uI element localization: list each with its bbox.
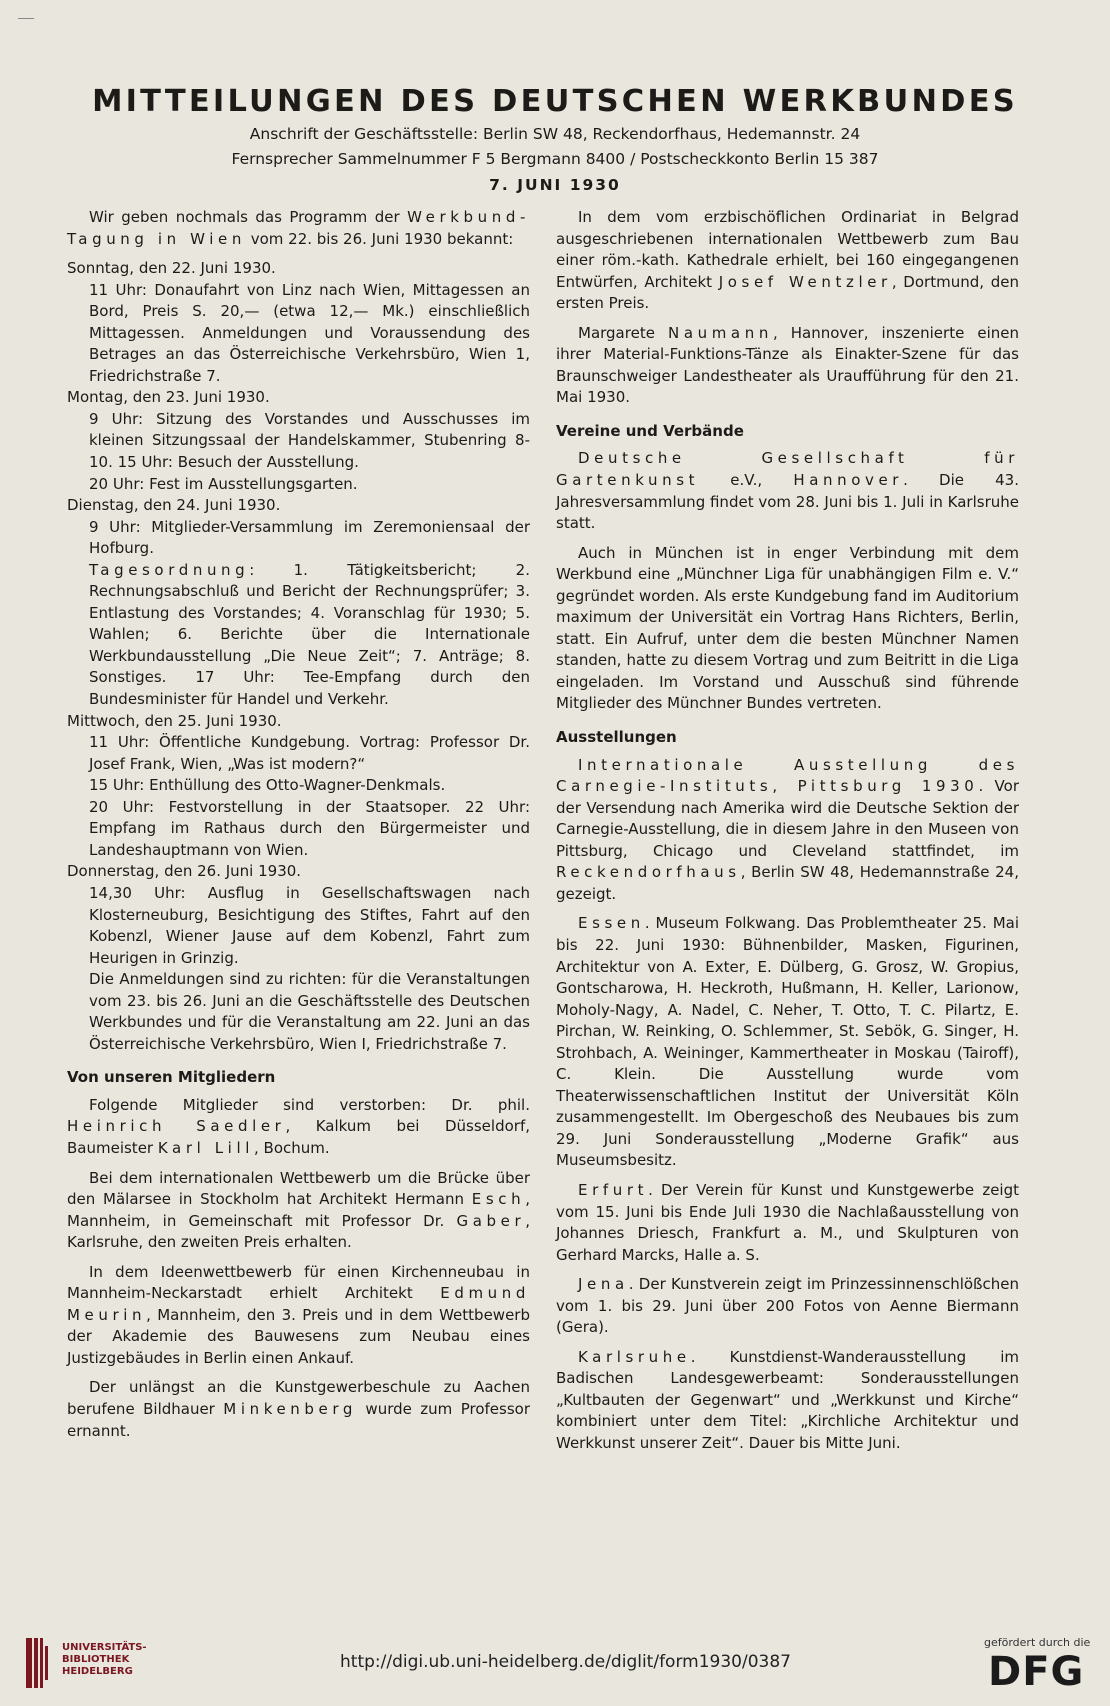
funding-note: gefördert durch die — [984, 1636, 1091, 1649]
day-heading: Montag, den 23. Juni 1930. — [67, 388, 270, 407]
right-column — [556, 207, 1019, 1463]
program-item: 14,30 Uhr: Ausflug in Gesellschaftswagen nach Klosterneuburg, Besichtigung des Stiftes, Fahrt auf den Kobenzl, Wiener Jause auf dem Kobenzl, Fahrt zum Heurigen in Grinzig. — [89, 883, 530, 967]
program-item: 9 Uhr: Sitzung des Vorstandes und Ausschusses im kleinen Sitzungssaal der Handelskammer, Stubenring 8-10. 15 Uhr: Besuch der Ausstellung. — [89, 409, 530, 472]
paragraph: Margarete Naumann, Hannover, inszenierte einen ihrer Material-Funktions-Tänze als Einakter-Szene für das Braunschweiger Landestheater als Uraufführung für den 21. Mai 1930. — [556, 323, 1020, 407]
paragraph: Deutsche Gesellschaft für Gartenkunst e.V., Hannover. Die 43. Jahresversammlung findet vom 28. Juni bis 1. Juli in Karlsruhe statt. — [556, 449, 1019, 533]
dfg-logo: DFG — [988, 1649, 1085, 1695]
paragraph: Auch in München ist in enger Verbindung mit dem Werkbund eine „Münchner Liga für unabhängigen Film e. V.“ gegründet worden. Als erste Kundgebung fand im Auditorium maximum der Universität ein Vortrag Hans Richters, Berlin, statt. Ein Aufruf, unter dem die besten Münchner Namen standen, hatte zu diesem Vortrag und zum Beitritt in die Liga eingeladen. Im Vorstand und Ausschuß sind führende Mitglieder des Münchner Bundes vertreten. — [556, 543, 1019, 713]
program-item: 11 Uhr: Öffentliche Kundgebung. Vortrag: Professor Dr. Josef Frank, Wien, „Was ist modern?“ — [89, 733, 530, 773]
digitization-footer — [0, 1606, 1110, 1706]
paragraph: Jena. Der Kunstverein zeigt im Prinzessinnenschlößchen vom 1. bis 29. Juni über 200 Fotos von Aenne Biermann (Gera). — [556, 1275, 1019, 1337]
journal-title: MITTEILUNGEN DES DEUTSCHEN WERKBUNDES — [92, 84, 1018, 119]
paragraph: Karlsruhe. Kunstdienst-Wanderausstellung im Badischen Landesgewerbeamt: Sonderausstellungen „Kultbauten der Gegenwart“ und „Werkkunst und Kirche“ kombiniert unter dem Titel: „Kirchliche Architektur und Werkkunst unserer Zeit“. Dauer bis Mitte Juni. — [556, 1347, 1019, 1452]
program-item: 15 Uhr: Enthüllung des Otto-Wagner-Denkmals. — [89, 776, 446, 795]
day-heading: Donnerstag, den 26. Juni 1930. — [67, 862, 302, 881]
paragraph: Essen. Museum Folkwang. Das Problemtheater 25. Mai bis 22. Juni 1930: Bühnenbilder, Masken, Figurinen, Architektur von A. Exter, E. Dülberg, G. Grosz, W. Gropius, Gontscharowa, H. Heckroth, Hußmann, H. Keller, Larionow, Moholy-Nagy, A. Nadel, C. Neher, T. Otto, T. C. Pilartz, E. Pirchan, W. Reinking, O. Schlemmer, St. Sebök, G. Singer, H. Strohbach, A. Weininger, Kammertheater in Moskau (Tairoff), C. Klein. Die Ausstellung wurde vom Theaterwissenschaftlichen Institut der Universität Köln zusammengestellt. Im Obergeschoß des Neubaues bis zum 29. Juni Sonderausstellung „Moderne Grafik“ aus Museumsbesitz. — [556, 914, 1019, 1170]
address-line: Anschrift der Geschäftsstelle: Berlin SW 48, Reckendorfhaus, Hedemannstr. 24 — [249, 125, 861, 143]
program-item: 11 Uhr: Donaufahrt von Linz nach Wien, Mittagessen an Bord, Preis S. 20,— (etwa 12,— Mk.) einschließlich Mittagessen. Anmeldungen und Voraussendung des Betrages an das Österreichische Verkehrsbüro, Wien 1, Friedrichstraße 7. — [89, 280, 530, 385]
day-heading: Dienstag, den 24. Juni 1930. — [67, 496, 281, 515]
left-column — [67, 207, 530, 1450]
paragraph: Folgende Mitglieder sind verstorben: Dr. phil. Heinrich Saedler, Kalkum bei Düsseldorf, Baumeister Karl Lill, Bochum. — [67, 1095, 530, 1157]
paragraph: Erfurt. Der Verein für Kunst und Kunstgewerbe zeigt vom 15. Juni bis Ende Juli 1930 die Nachlaßausstellung von Johannes Driesch, Frankfurt a. M., und Skulpturen von Gerhard Marcks, Halle a. S. — [556, 1180, 1019, 1264]
program-item: 9 Uhr: Mitglieder-Versammlung im Zeremoniensaal der Hofburg. — [89, 517, 530, 558]
library-name: UNIVERSITÄTS- BIBLIOTHEK HEIDELBERG — [62, 1642, 147, 1677]
program-item: Tagesordnung: 1. Tätigkeitsbericht; 2. Rechnungsabschluß und Bericht der Rechnungsprüfer; 3. Entlastung des Vorstandes; 4. Voranschlag für 1930; 5. Wahlen; 6. Berichte über die Internationale Werkbundausstellung „Die Neue Zeit“; 7. Anträge; 8. Sonstiges. 17 Uhr: Tee-Empfang durch den Bundesminister für Handel und Verkehr. — [89, 560, 530, 709]
program-item: 20 Uhr: Festvorstellung in der Staatsoper. 22 Uhr: Empfang im Rathaus durch den Bürgermeister und Landeshauptmann von Wien. — [89, 797, 530, 859]
paragraph: Wir geben nochmals das Programm der Werkbund-Tagung in Wien vom 22. bis 26. Juni 1930 bekannt: — [67, 208, 530, 248]
section-heading: Von unseren Mitgliedern — [67, 1068, 276, 1087]
phone-line: Fernsprecher Sammelnummer F 5 Bergmann 8400 / Postscheckkonto Berlin 15 387 — [231, 150, 879, 168]
program-item: 20 Uhr: Fest im Ausstellungsgarten. — [89, 474, 358, 493]
day-heading: Mittwoch, den 25. Juni 1930. — [67, 711, 282, 730]
paragraph: In dem vom erzbischöflichen Ordinariat in Belgrad ausgeschriebenen internationalen Wettbewerb zum Bau einer röm.-kath. Kathedrale erhielt, bei 160 eingegangenen Entwürfen, Architekt Josef Wentzler, Dortmund, den ersten Preis. — [556, 208, 1019, 313]
issue-date: 7. JUNI 1930 — [489, 176, 621, 194]
paragraph: Bei dem internationalen Wettbewerb um die Brücke über den Mälarsee in Stockholm hat Architekt Hermann Esch, Mannheim, in Gemeinschaft mit Professor Dr. Gaber, Karlsruhe, den zweiten Preis erhalten. — [67, 1168, 530, 1252]
paragraph: In dem Ideenwettbewerb für einen Kirchenneubau in Mannheim-Neckarstadt erhielt Architekt Edmund Meurin, Mannheim, den 3. Preis und in dem Wettbewerb der Akademie des Bauwesens zum Neubau eines Justizgebäudes in Berlin einen Ankauf. — [67, 1262, 530, 1367]
masthead — [40, 84, 1070, 196]
day-heading: Sonntag, den 22. Juni 1930. — [67, 259, 276, 278]
corner-mark — [18, 18, 34, 19]
ub-heidelberg-logo-icon — [24, 1636, 60, 1690]
source-url-link[interactable]: http://digi.ub.uni-heidelberg.de/diglit/form1930/0387 — [340, 1652, 791, 1672]
paragraph: Internationale Ausstellung des Carnegie-Instituts, Pittsburg 1930. Vor der Versendung nach Amerika wird die Deutsche Sektion der Carnegie-Ausstellung, die in diesem Jahre in den Museen von Pittsburg, Chicago und Cleveland stattfindet, im Reckendorfhaus, Berlin SW 48, Hedemannstraße 24, gezeigt. — [556, 755, 1019, 903]
section-heading: Ausstellungen — [556, 728, 677, 747]
program-item: Die Anmeldungen sind zu richten: für die Veranstaltungen vom 23. bis 26. Juni an die Geschäftsstelle des Deutschen Werkbundes und für die Veranstaltung am 22. Juni an das Österreichische Verkehrsbüro, Wien I, Friedrichstraße 7. — [89, 970, 530, 1053]
section-heading: Vereine und Verbände — [556, 421, 744, 440]
paragraph: Der unlängst an die Kunstgewerbeschule zu Aachen berufene Bildhauer Minkenberg wurde zum Professor ernannt. — [67, 1378, 530, 1440]
